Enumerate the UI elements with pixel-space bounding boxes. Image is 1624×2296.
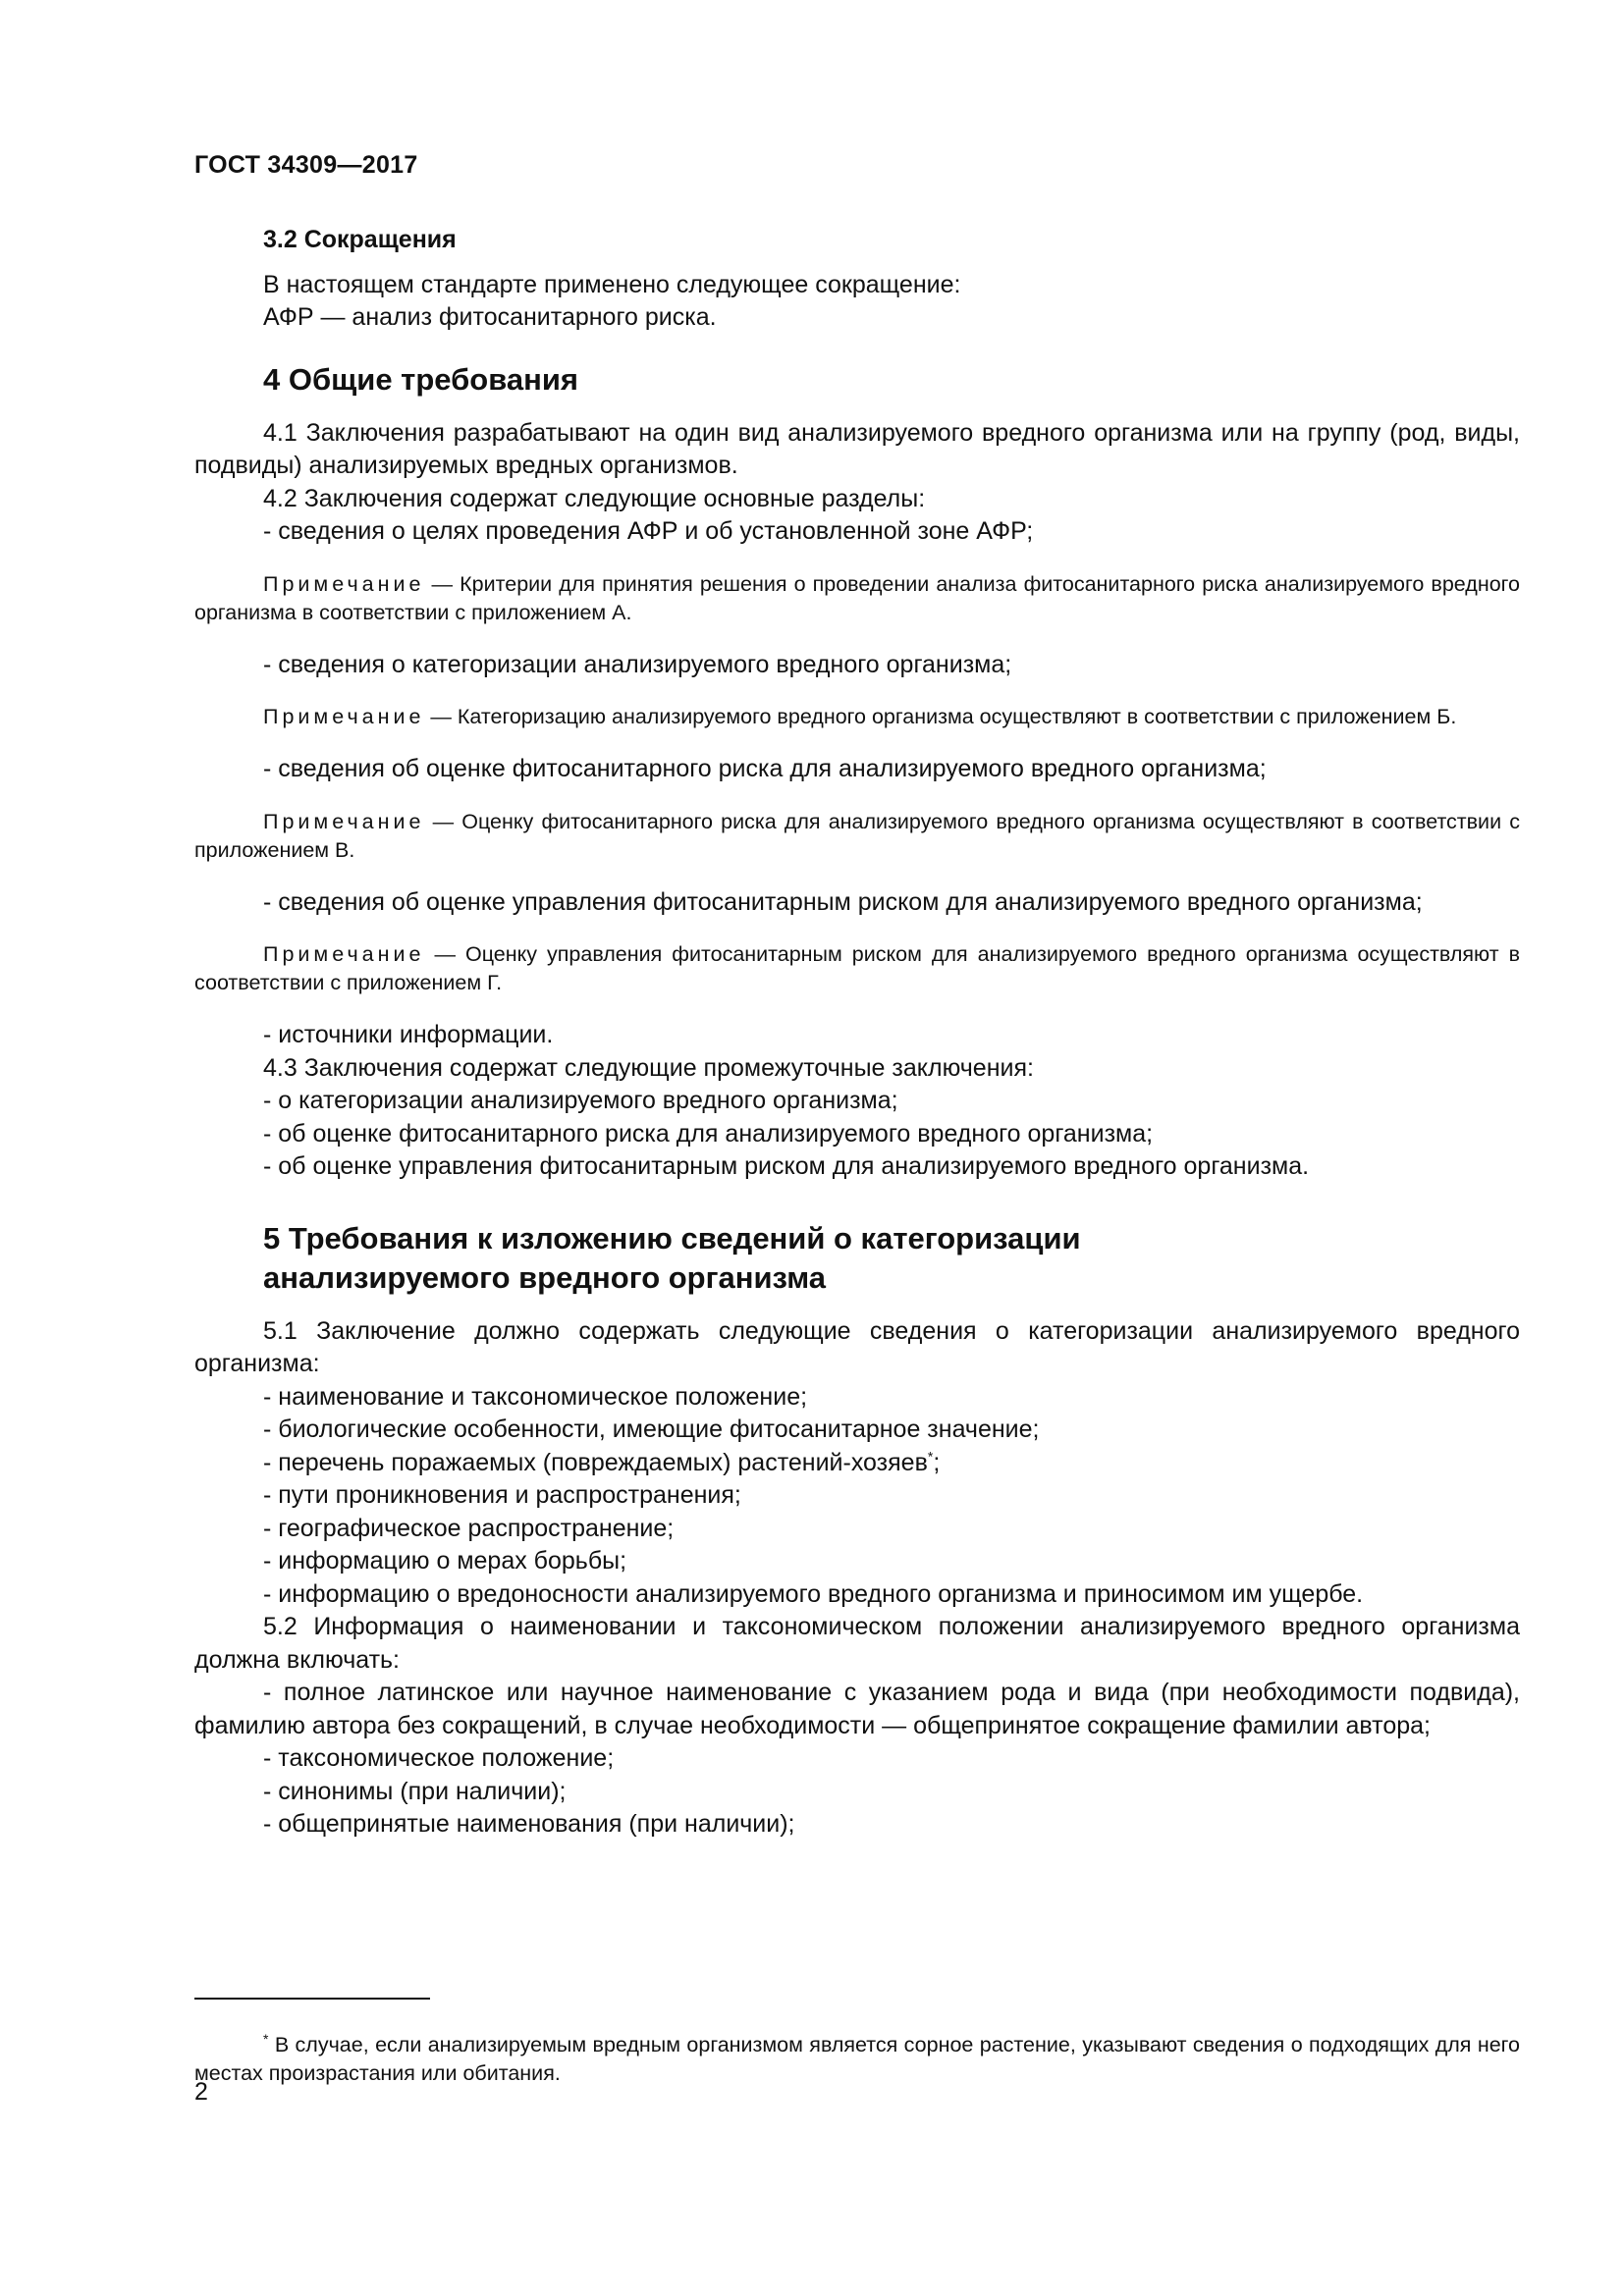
- list-item: - информацию о мерах борьбы;: [263, 1547, 627, 1575]
- page-number: 2: [194, 2078, 208, 2106]
- section-5-title-line-1: 5 Требования к изложению сведений о категоризации: [263, 1220, 1081, 1255]
- list-item: [194, 1447, 1520, 1480]
- list-item: - информацию о вредоносности анализируемого вредного организма и приносимом им ущербе.: [263, 1579, 1364, 1608]
- note: [194, 703, 1520, 731]
- list-item: - о категоризации анализируемого вредного организма;: [263, 1087, 898, 1114]
- list-item: - наименование и таксономическое положение;: [263, 1382, 808, 1411]
- note-text: — Оценку фитосанитарного риска для анализируемого вредного организма осуществляют в соответствии с приложением В.: [194, 809, 1520, 862]
- list-item: - об оценке фитосанитарного риска для анализируемого вредного организма;: [263, 1119, 1154, 1148]
- paragraph-5-1: 5.1 Заключение должно содержать следующие сведения о категоризации анализируемого вредного организма:: [194, 1316, 1520, 1377]
- list-item-end: ;: [933, 1448, 941, 1476]
- list-item: - сведения о целях проведения АФР и об установленной зоне АФР;: [263, 517, 1034, 545]
- section-4-title: 4 Общие требования: [263, 361, 578, 397]
- footnote-marker: *: [263, 2030, 269, 2047]
- note: [194, 940, 1520, 997]
- paragraph: АФР — анализ фитосанитарного риска.: [263, 303, 717, 331]
- paragraph-4-3: 4.3 Заключения содержат следующие промежуточные заключения:: [263, 1053, 1034, 1082]
- section-3-2-title: 3.2 Сокращения: [263, 226, 457, 253]
- list-item: - таксономическое положение;: [263, 1744, 615, 1772]
- note-label: Примечание: [263, 705, 425, 728]
- list-item: - полное латинское или научное наименование с указанием рода и вида (при необходимости подвида), фамилию автора без сокращений, в случае необходимости — общепринятое сокращение фамилии автора;: [194, 1679, 1520, 1739]
- note: [194, 808, 1520, 865]
- list-item: - биологические особенности, имеющие фитосанитарное значение;: [263, 1415, 1040, 1443]
- footnote-text: В случае, если анализируемым вредным организмом является сорное растение, указывают сведения о подходящих для него местах произрастания или обитания.: [194, 2032, 1520, 2085]
- note-text: — Оценку управления фитосанитарным риском для анализируемого вредного организма осуществляют в соответствии с приложением Г.: [194, 942, 1520, 994]
- page-content: [194, 224, 1520, 1842]
- paragraph-4-1: 4.1 Заключения разрабатывают на один вид анализируемого вредного организма или на группу (род, виды, подвиды) анализируемых вредных организмов.: [194, 418, 1520, 479]
- list-item: - синонимы (при наличии);: [263, 1777, 567, 1805]
- note-text: — Критерии для принятия решения о проведении анализа фитосанитарного риска анализируемого вредного организма в соответствии с приложением А.: [194, 571, 1520, 624]
- paragraph: В настоящем стандарте применено следующее сокращение:: [263, 270, 961, 298]
- section-5-title-line-2: анализируемого вредного организма: [263, 1259, 826, 1295]
- note-label: Примечание: [263, 809, 425, 833]
- footnote-marker: *: [927, 1448, 934, 1465]
- paragraph-5-2: 5.2 Информация о наименовании и таксономическом положении анализируемого вредного организма должна включать:: [194, 1613, 1520, 1674]
- list-item: - источники информации.: [263, 1021, 554, 1048]
- list-item: - географическое распространение;: [263, 1514, 675, 1542]
- list-item: - сведения о категоризации анализируемого вредного организма;: [263, 650, 1012, 678]
- footnote: [194, 2031, 1520, 2088]
- note: [194, 570, 1520, 627]
- document-id-header: ГОСТ 34309—2017: [194, 151, 418, 179]
- footnote-divider: [194, 1998, 430, 2000]
- note-label: Примечание: [263, 942, 425, 966]
- paragraph-4-2: 4.2 Заключения содержат следующие основные разделы:: [263, 484, 926, 512]
- list-item-text: - перечень поражаемых (повреждаемых) растений-хозяев: [263, 1448, 928, 1476]
- list-item: - пути проникновения и распространения;: [263, 1481, 741, 1509]
- note-text: — Категоризацию анализируемого вредного организма осуществляют в соответствии с приложением Б.: [424, 705, 1457, 728]
- note-label: Примечание: [263, 571, 425, 596]
- list-item: - сведения об оценке фитосанитарного риска для анализируемого вредного организма;: [263, 755, 1267, 782]
- list-item: - общепринятые наименования (при наличии);: [263, 1810, 795, 1838]
- list-item: - сведения об оценке управления фитосанитарным риском для анализируемого вредного организма;: [263, 887, 1423, 916]
- list-item: - об оценке управления фитосанитарным риском для анализируемого вредного организма.: [263, 1152, 1310, 1180]
